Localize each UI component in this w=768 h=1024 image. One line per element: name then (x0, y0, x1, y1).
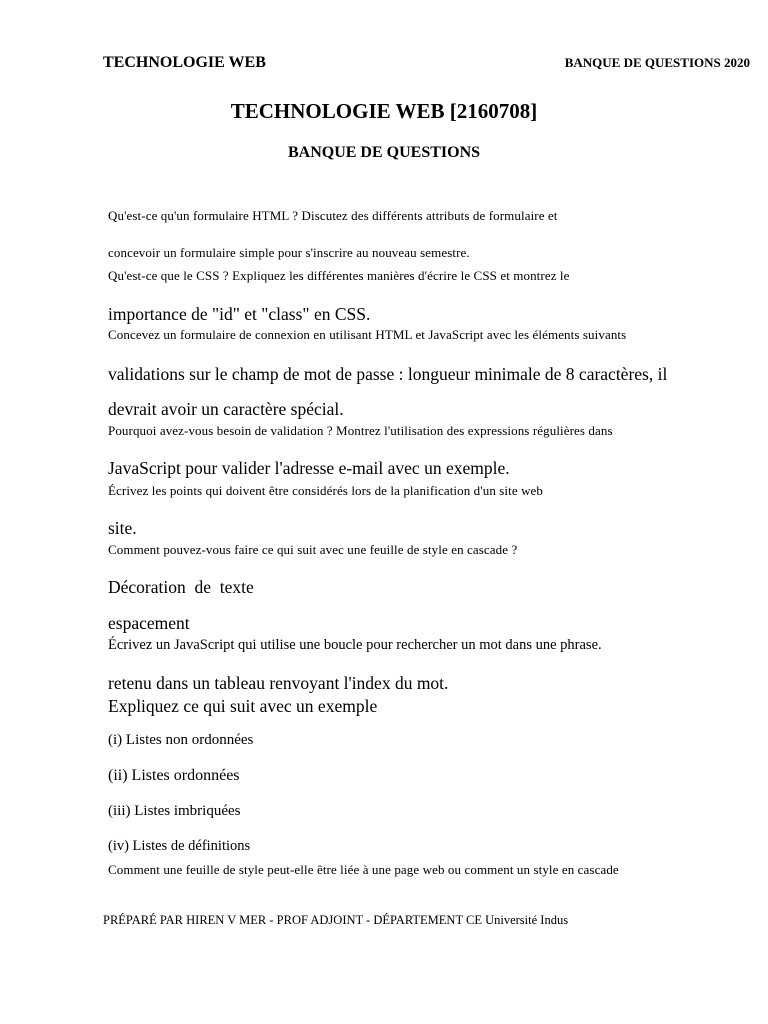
question-line: Qu'est-ce qu'un formulaire HTML ? Discutez des différents attributs de formulaire et (108, 208, 558, 223)
question-line: site. (108, 518, 137, 538)
question-line: Écrivez les points qui doivent être considérés lors de la planification d'un site web (108, 483, 544, 498)
question-line: Comment pouvez-vous faire ce qui suit avec une feuille de style en cascade ? (108, 542, 518, 557)
question-line: Décoration de texte (108, 577, 254, 597)
question-line: retenu dans un tableau renvoyant l'index du mot. (108, 673, 449, 693)
header-left: TECHNOLOGIE WEB (103, 54, 266, 71)
list-item: (i) Listes non ordonnées (108, 732, 254, 748)
question-line: Pourquoi avez-vous besoin de validation ? Montrez l'utilisation des expressions régulières dans (108, 423, 613, 438)
list-item: (ii) Listes ordonnées (108, 767, 240, 784)
list-item: (iii) Listes imbriquées (108, 803, 241, 819)
question-line: Comment une feuille de style peut-elle être liée à une page web ou comment un style en cascade (108, 862, 619, 877)
question-line: Expliquez ce qui suit avec un exemple (108, 696, 378, 716)
document-subtitle: BANQUE DE QUESTIONS (287, 144, 481, 161)
question-line: espacement (108, 613, 190, 633)
header-right: BANQUE DE QUESTIONS 2020 (564, 55, 750, 70)
footer: PRÉPARÉ PAR HIREN V MER - PROF ADJOINT - DÉPARTEMENT CE Université Indus (103, 913, 569, 927)
question-line: Écrivez un JavaScript qui utilise une boucle pour rechercher un mot dans une phrase. (108, 637, 602, 653)
question-line: Qu'est-ce que le CSS ? Expliquez les différentes manières d'écrire le CSS et montrez le (108, 268, 570, 283)
document-title: TECHNOLOGIE WEB [2160708] (230, 99, 538, 123)
question-line: Concevez un formulaire de connexion en utilisant HTML et JavaScript avec les éléments suivants (108, 327, 627, 342)
question-line: concevoir un formulaire simple pour s'inscrire au nouveau semestre. (108, 245, 470, 260)
list-item: (iv) Listes de définitions (108, 838, 251, 854)
question-line: devrait avoir un caractère spécial. (108, 399, 344, 419)
question-line: validations sur le champ de mot de passe : longueur minimale de 8 caractères, il (108, 364, 668, 384)
question-line: importance de "id" et "class" en CSS. (108, 304, 371, 324)
question-line: JavaScript pour valider l'adresse e-mail avec un exemple. (108, 458, 510, 478)
